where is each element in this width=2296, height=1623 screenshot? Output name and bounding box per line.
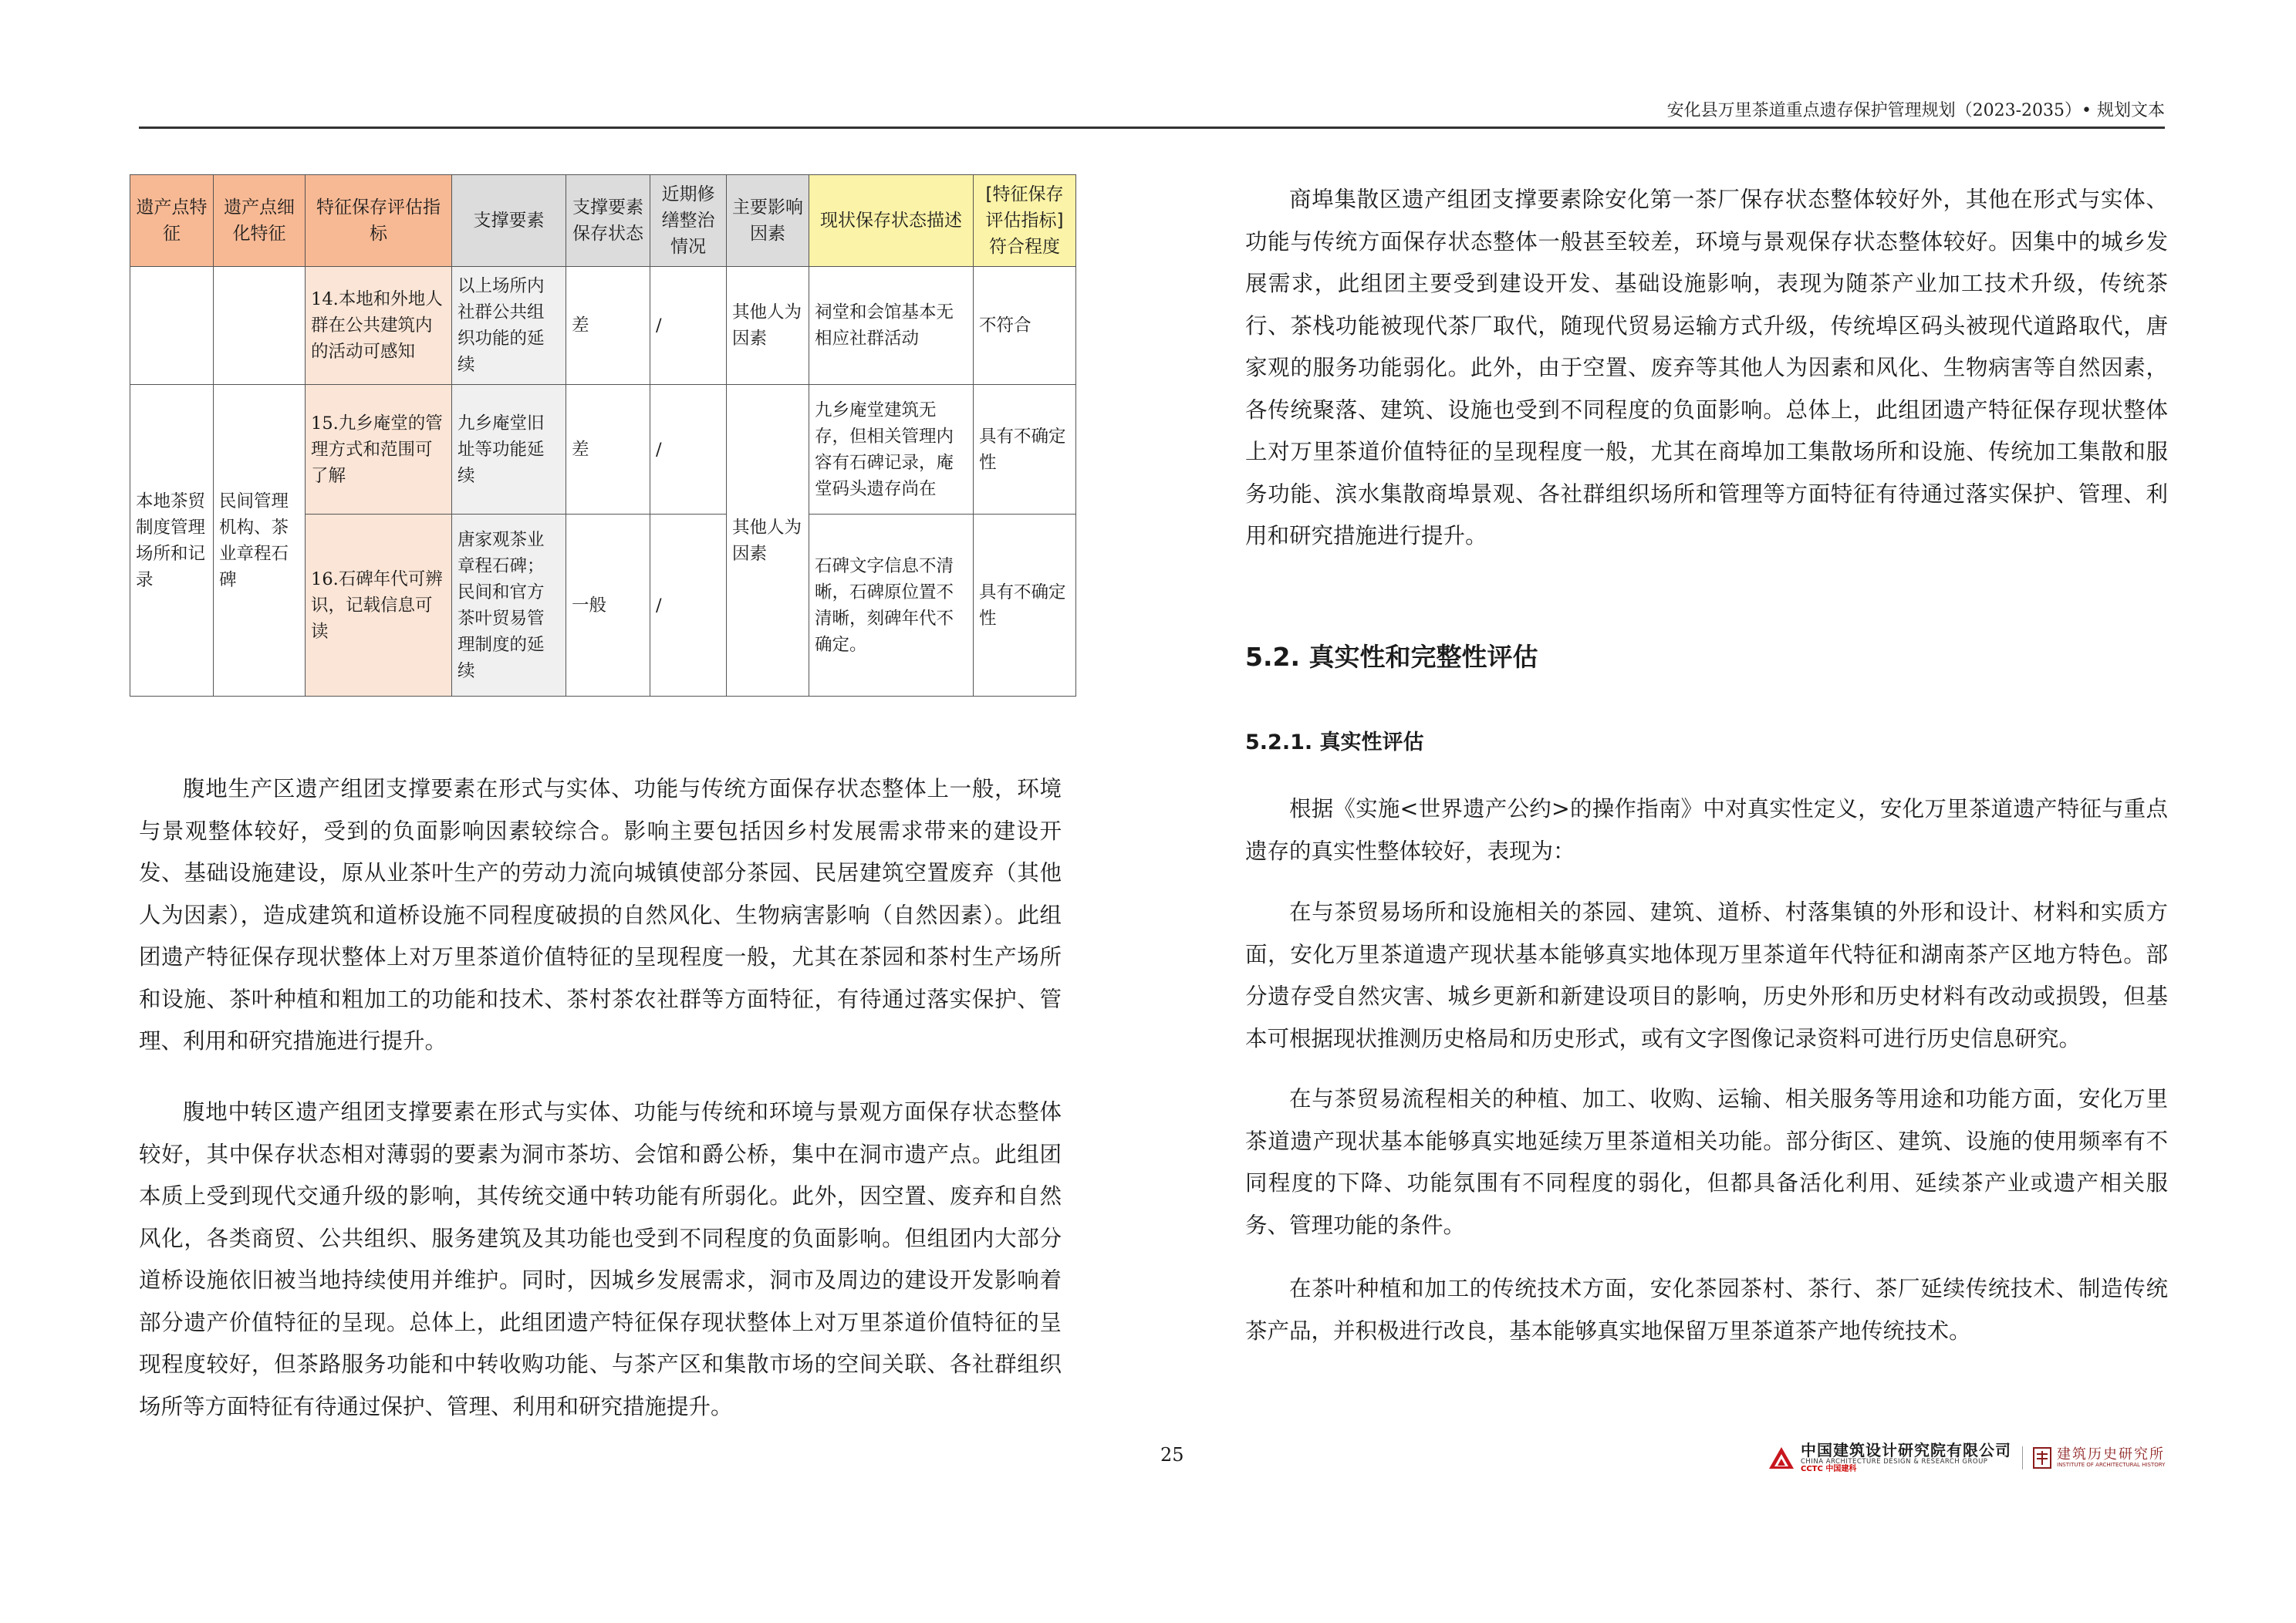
cell-status: 差 bbox=[566, 385, 650, 515]
cadg-triangle-icon bbox=[1768, 1446, 1795, 1469]
cell-indicator: 16.石碑年代可辨识，记载信息可读 bbox=[306, 515, 452, 697]
col-header-repair: 近期修缮整治情况 bbox=[650, 175, 727, 267]
table-row bbox=[130, 267, 1076, 385]
body-paragraph: 在与茶贸易流程相关的种植、加工、收购、运输、相关服务等用途和功能方面，安化万里茶道遗产现状基本能够真实地延续万里茶道相关功能。部分街区、建筑、设施的使用频率有不同程度的下降、功能氛围有不同程度的弱化，但都具备活化利用、延续茶产业或遗产相关服务、管理功能的条件。 bbox=[1245, 1086, 2168, 1238]
body-paragraph: 腹地中转区遗产组团支撑要素在形式与实体、功能与传统和环境与景观方面保存状态整体较好，其中保存状态相对薄弱的要素为洞市茶坊、会馆和爵公桥，集中在洞市遗产点。此组团本质上受到现代交通升级的影响，其传统交通中转功能有所弱化。此外，因空置、废弃和自然风化，各类商贸、公共组织、服务建筑及其功能也受到不同程度的负面影响。但组团内大部分道桥设施依旧被当地持续使用并维护。同时，因城乡发展需求，洞市及周边的建设开发影响着部分遗产价值特征的呈现。总体上，此组团遗产特征保存现状整体上对万里茶道价值特征的呈现程度较好，但茶路服务功能和中转收购功能、与茶产区和集散市场的空间关联、各社群组织场所等方面特征有待通过保护、管理、利用和研究措施提升。 bbox=[139, 1099, 1062, 1419]
subsection-heading: 5.2.1. 真实性评估 bbox=[1245, 731, 1424, 754]
cadg-subbrand: CCTC 中国建科 bbox=[1801, 1464, 1857, 1473]
cell-indicator: 14.本地和外地人群在公共建筑内的活动可感知 bbox=[306, 267, 452, 385]
cell-repair: / bbox=[650, 267, 727, 385]
institute-seal-icon bbox=[2032, 1446, 2052, 1469]
col-header-status-description: 现状保存状态描述 bbox=[809, 175, 974, 267]
cell-detail: 民间管理机构、茶业章程石碑 bbox=[214, 385, 306, 697]
col-header-detail-feature: 遗产点细化特征 bbox=[214, 175, 306, 267]
cell-factor: 其他人为因素 bbox=[727, 267, 809, 385]
cell-factor: 其他人为因素 bbox=[727, 385, 809, 697]
cell-conformity: 具有不确定性 bbox=[974, 385, 1076, 515]
cell-description: 祠堂和会馆基本无相应社群活动 bbox=[809, 267, 974, 385]
cell-status: 一般 bbox=[566, 515, 650, 697]
body-paragraph: 根据《实施<世界遗产公约>的操作指南》中对真实性定义，安化万里茶道遗产特征与重点遗存的真实性整体较好，表现为： bbox=[1245, 796, 2168, 864]
table-header-row bbox=[130, 175, 1076, 267]
cell-support: 唐家观茶业章程石碑；民间和官方茶叶贸易管理制度的延续 bbox=[452, 515, 566, 697]
cell-status: 差 bbox=[566, 267, 650, 385]
cell-support: 九乡庵堂旧址等功能延续 bbox=[452, 385, 566, 515]
col-header-support-elements: 支撑要素 bbox=[452, 175, 566, 267]
running-header: 安化县万里茶道重点遗存保护管理规划（2023-2035）• 规划文本 bbox=[1666, 101, 2165, 120]
cell-conformity: 具有不确定性 bbox=[974, 515, 1076, 697]
institute-name-en: INSTITUTE OF ARCHITECTURAL HISTORY bbox=[2057, 1462, 2166, 1469]
cell-repair: / bbox=[650, 385, 727, 515]
cadg-logo bbox=[1768, 1442, 2011, 1473]
cell-site bbox=[130, 267, 214, 385]
body-paragraph: 在与茶贸易场所和设施相关的茶园、建筑、道桥、村落集镇的外形和设计、材料和实质方面，安化万里茶道遗产现状基本能够真实地体现万里茶道年代特征和湖南茶产区地方特色。部分遗存受自然灾害、城乡更新和新建设项目的影响，历史外形和历史材料有改动或损毁，但基本可根据现状推测历史格局和历史形式，或有文字图像记录资料可进行历史信息研究。 bbox=[1245, 899, 2168, 1051]
institute-logo bbox=[2022, 1446, 2165, 1469]
cell-conformity: 不符合 bbox=[974, 267, 1076, 385]
cell-description: 九乡庵堂建筑无存，但相关管理内容有石碑记录，庵堂码头遗存尚在 bbox=[809, 385, 974, 515]
col-header-conformity: [特征保存评估指标]符合程度 bbox=[974, 175, 1076, 267]
body-paragraph: 商埠集散区遗产组团支撑要素除安化第一茶厂保存状态整体较好外，其他在形式与实体、功能与传统方面保存状态整体一般甚至较差，环境与景观保存状态整体较好。因集中的城乡发展需求，此组团主要受到建设开发、基础设施影响，表现为随茶产业加工技术升级，传统茶行、茶栈功能被现代茶厂取代，随现代贸易运输方式升级，传统埠区码头被现代道路取代，唐家观的服务功能弱化。此外，由于空置、废弃等其他人为因素和风化、生物病害等自然因素，各传统聚落、建筑、设施也受到不同程度的负面影响。总体上，此组团遗产特征保存现状整体上对万里茶道价值特征的呈现程度一般，尤其在商埠加工集散场所和设施、传统加工集散和服务功能、滨水集散商埠景观、各社群组织场所和管理等方面特征有待通过落实保护、管理、利用和研究措施进行提升。 bbox=[1245, 187, 2168, 548]
cell-indicator: 15.九乡庵堂的管理方式和范围可了解 bbox=[306, 385, 452, 515]
section-heading: 5.2. 真实性和完整性评估 bbox=[1245, 642, 1538, 672]
cell-description: 石碑文字信息不清晰，石碑原位置不清晰，刻碑年代不确定。 bbox=[809, 515, 974, 697]
col-header-main-factor: 主要影响因素 bbox=[727, 175, 809, 267]
header-divider bbox=[139, 127, 2165, 129]
heritage-assessment-table bbox=[130, 174, 1076, 697]
cadg-name-cn: 中国建筑设计研究院有限公司 bbox=[1801, 1440, 2011, 1459]
col-header-support-status: 支撑要素保存状态 bbox=[566, 175, 650, 267]
table-row bbox=[130, 385, 1076, 515]
page-number: 25 bbox=[1160, 1444, 1184, 1466]
body-paragraph: 腹地生产区遗产组团支撑要素在形式与实体、功能与传统方面保存状态整体上一般，环境与景观整体较好，受到的负面影响因素较综合。影响主要包括因乡村发展需求带来的建设开发、基础设施建设，原从业茶叶生产的劳动力流向城镇使部分茶园、民居建筑空置废弃（其他人为因素），造成建筑和道桥设施不同程度破损的自然风化、生物病害影响（自然因素）。此组团遗产特征保存现状整体上对万里茶道价值特征的呈现程度一般，尤其在茶园和茶村生产场所和设施、茶叶种植和粗加工的功能和技术、茶村茶农社群等方面特征，有待通过落实保护、管理、利用和研究措施进行提升。 bbox=[139, 776, 1062, 1054]
body-paragraph: 在茶叶种植和加工的传统技术方面，安化茶园茶村、茶行、茶厂延续传统技术、制造传统茶产品，并积极进行改良，基本能够真实地保留万里茶道茶产地传统技术。 bbox=[1245, 1276, 2168, 1344]
institute-name-cn: 建筑历史研究所 bbox=[2057, 1446, 2165, 1463]
col-header-indicator: 特征保存评估指标 bbox=[306, 175, 452, 267]
cadg-name-en: CHINA ARCHITECTURE DESIGN & RESEARCH GROUP bbox=[1801, 1457, 1988, 1466]
cell-site: 本地茶贸制度管理场所和记录 bbox=[130, 385, 214, 697]
cell-support: 以上场所内社群公共组织功能的延续 bbox=[452, 267, 566, 385]
cell-detail bbox=[214, 267, 306, 385]
footer-logos bbox=[1768, 1438, 2169, 1478]
col-header-site-feature: 遗产点特征 bbox=[130, 175, 214, 267]
cell-repair: / bbox=[650, 515, 727, 697]
